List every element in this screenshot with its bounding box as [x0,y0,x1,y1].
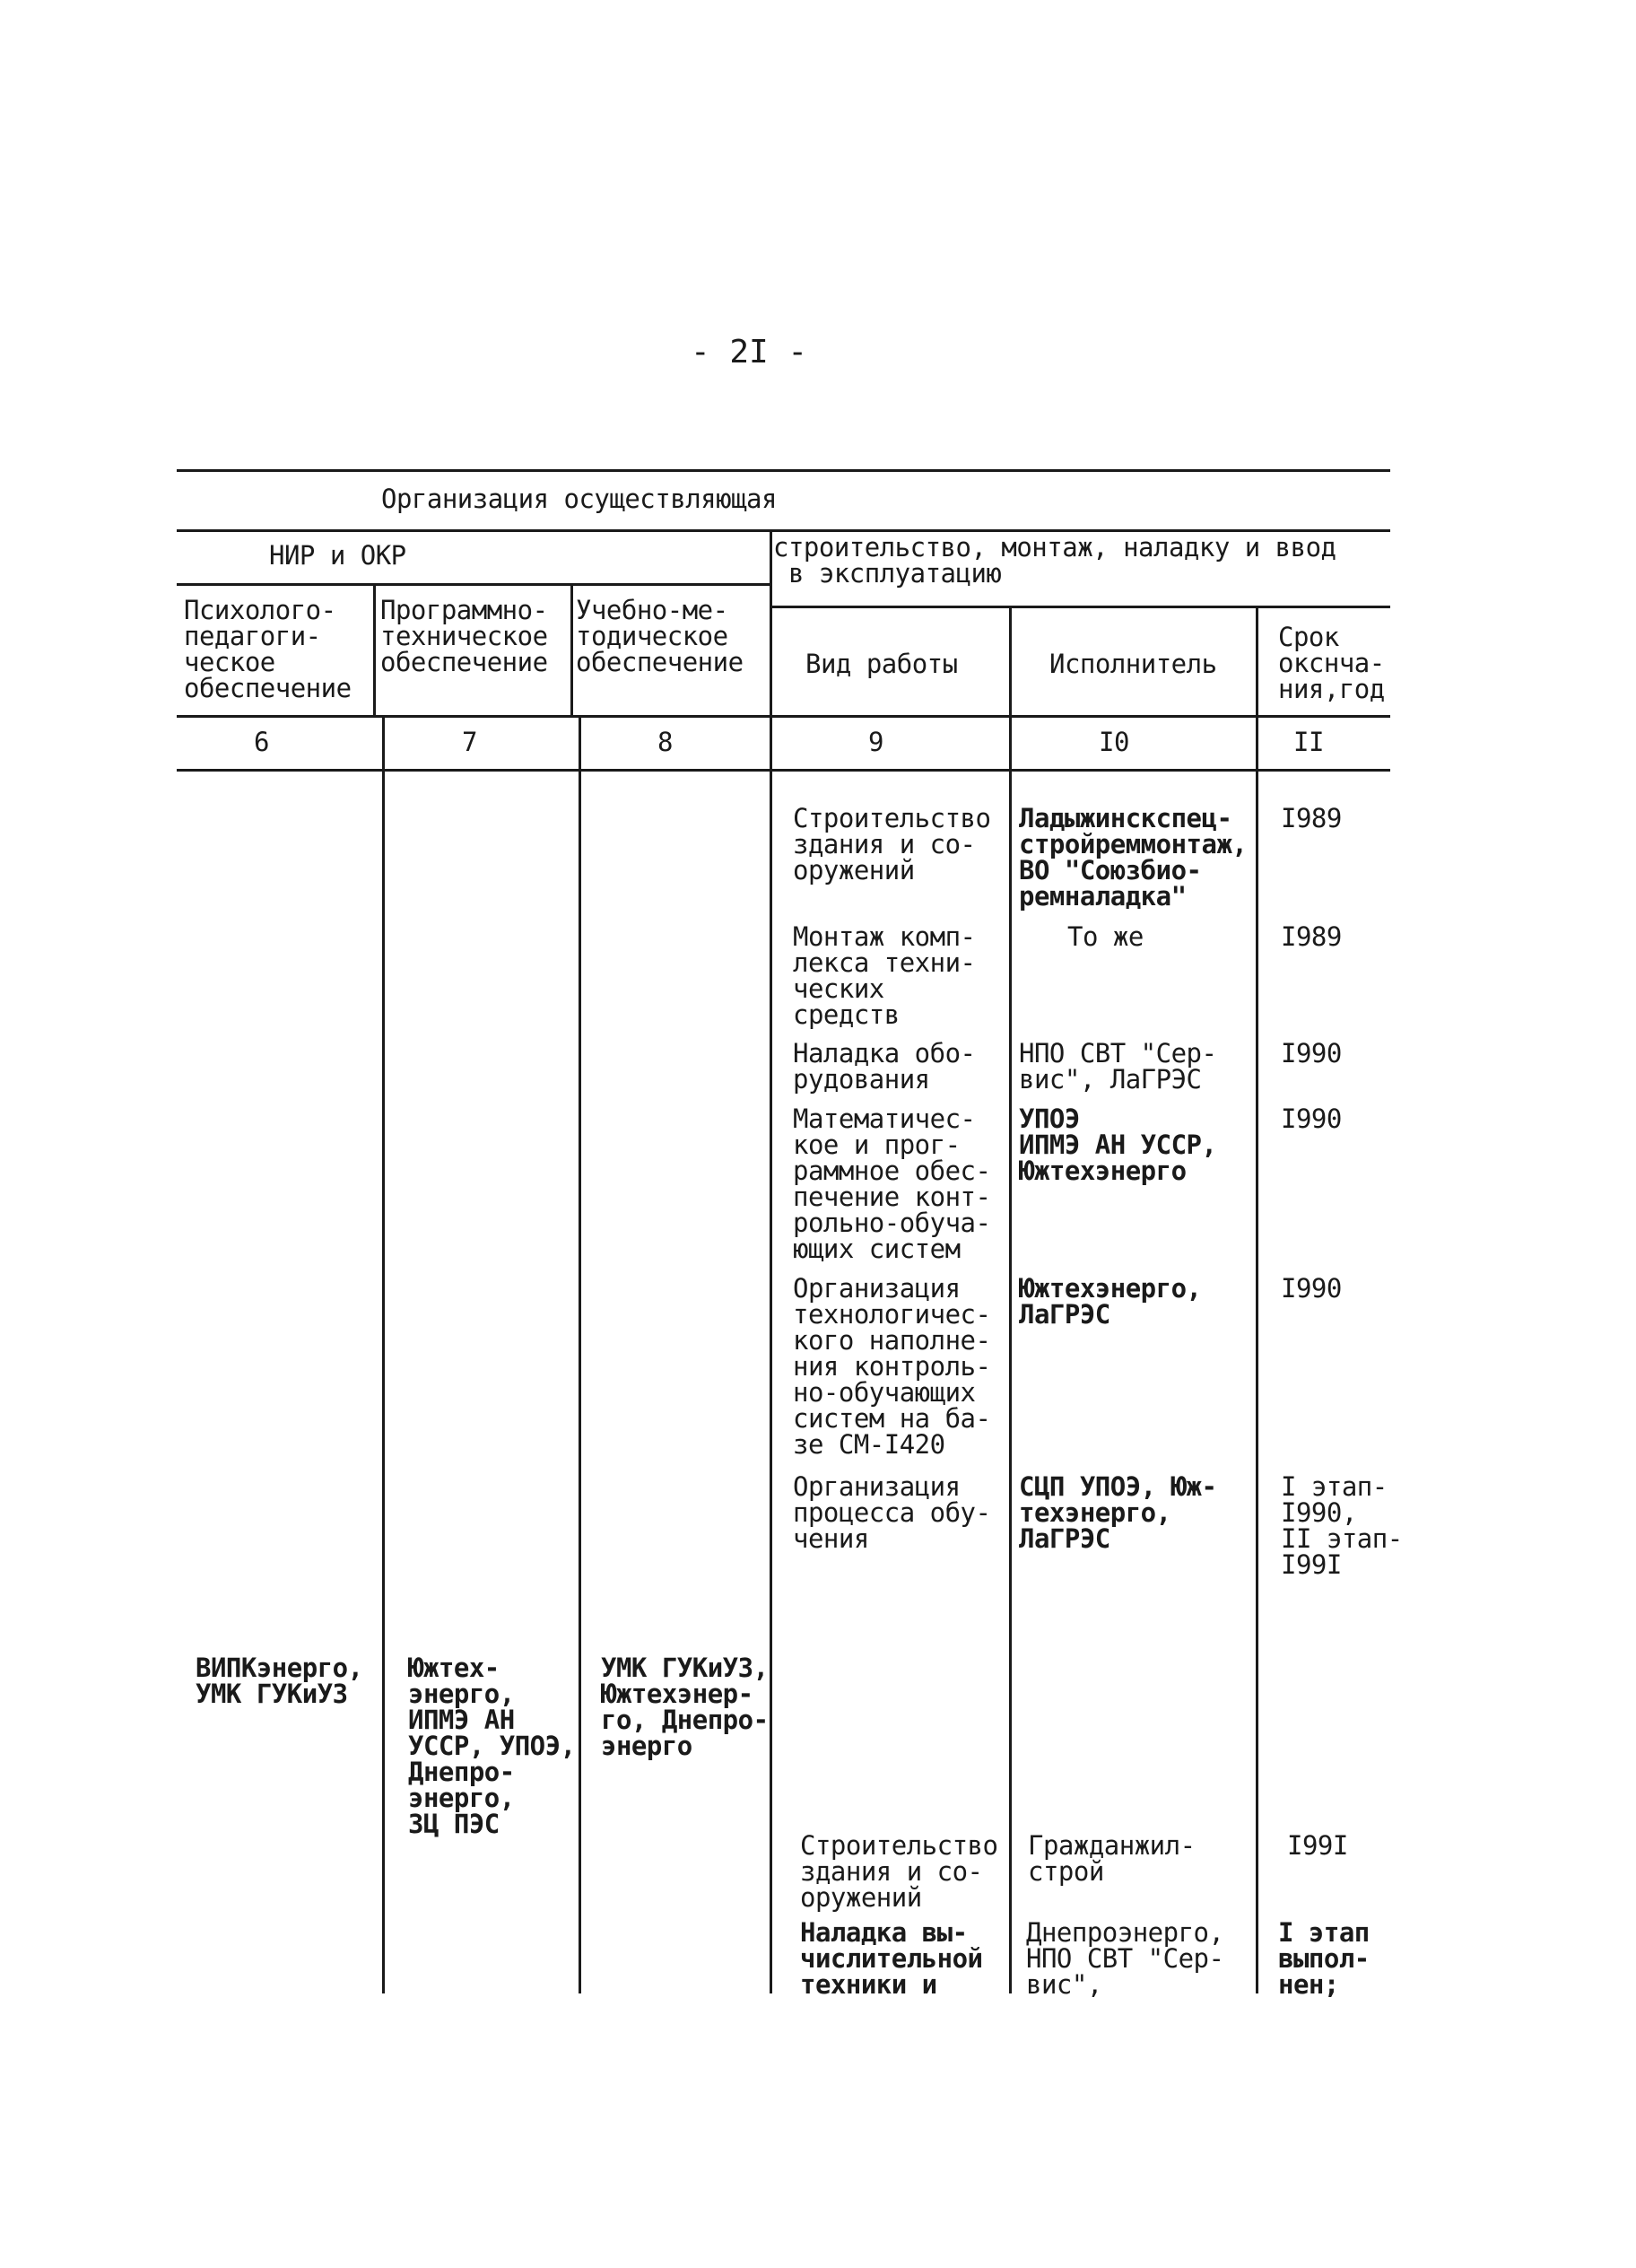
col-separator-6-7-header [373,583,376,715]
row-work: Наладка вы- числительной техники и [800,1917,983,2000]
row-work: Строительство здания и со- оружений [800,1830,998,1913]
row-executor: УПОЭ ИПМЭ АН УССР, Южтехэнерго [1019,1103,1217,1186]
group2-software: Южтех- энерго, ИПМЭ АН УССР, УПОЭ, Днепро- энерго, ЗЦ ПЭС [408,1653,576,1839]
group2-psych: ВИПКэнерго, УМК ГУКиУЗ [196,1653,363,1709]
column-header-executor: Исполнитель [1049,649,1217,679]
row-executor: НПО СВТ "Сер- вис", ЛаГРЭС [1019,1038,1217,1095]
row-work: Математичес- кое и прог- раммное обес- печение конт- рольно-обуча- ющих систем [793,1103,991,1264]
column-number: I0 [1099,727,1129,757]
header-bottom-rule [177,715,1390,718]
column-number: 9 [868,727,883,757]
row-term: I989 [1281,921,1342,952]
header-divider-3 [771,606,1390,608]
col-separator-7-8 [579,715,581,1993]
row-executor: То же [1067,921,1144,952]
row-term: I99I [1287,1830,1348,1861]
column-number: 6 [254,727,269,757]
column-header-psych: Психолого- педагоги- ческое обеспечение [184,595,352,703]
column-header-software: Программно- техническое обеспечение [380,595,548,677]
column-number: II [1293,727,1324,757]
group2-method: УМК ГУКиУЗ, Южтехэнер- го, Днепро- энерго [601,1653,769,1761]
row-work: Организация процесса обу- чения [793,1471,991,1554]
table-top-rule [177,469,1390,472]
row-work: Строительство здания и со- оружений [793,803,991,885]
row-work: Монтаж комп- лекса техни- ческих средств [793,921,976,1030]
page-number: - 2I - [691,334,808,371]
row-term: I этап выпол- нен; [1278,1917,1370,2000]
col-separator-10-11 [1256,606,1258,1993]
row-term: I990 [1281,1103,1342,1134]
col-separator-6-7 [382,715,385,1993]
row-executor: Южтехэнерго, ЛаГРЭС [1019,1273,1202,1330]
column-number: 7 [462,727,477,757]
row-term: I990 [1281,1273,1342,1304]
header-divider-2 [177,583,770,586]
column-numbers-rule [177,769,1390,772]
row-executor: Днепроэнерго, НПО СВТ "Сер- вис", [1026,1917,1224,2000]
column-header-term: Срок окснча- ния,год [1278,622,1385,704]
header-organization: Организация осуществляющая [381,484,777,514]
row-work: Организация технологичес- кого наполне- ния контроль- но-обучающих систем на ба- зе СМ-I420 [793,1273,991,1460]
row-term: I990 [1281,1038,1342,1069]
col-separator-8-9 [770,529,772,1993]
col-separator-7-8-header [570,583,573,715]
row-work: Наладка обо- рудования [793,1038,976,1095]
row-executor: СЦП УПОЭ, Юж- техэнерго, ЛаГРЭС [1019,1471,1217,1554]
header-construction: строительство, монтаж, наладку и ввод в эксплуатацию [773,532,1336,589]
row-term: I этап- I990, II этап- I99I [1281,1471,1403,1580]
header-nir-okr: НИР и ОКР [269,540,406,571]
row-term: I989 [1281,803,1342,833]
column-number: 8 [657,727,673,757]
column-header-method: Учебно-ме- тодическое обеспечение [576,595,744,677]
row-executor: Ладыжинскспец- стройреммонтаж, ВО "Союзбио- ремналадка" [1019,803,1248,912]
col-separator-9-10 [1009,606,1012,1993]
row-executor: Гражданжил- строй [1028,1830,1196,1887]
column-header-work: Вид работы [805,649,958,679]
